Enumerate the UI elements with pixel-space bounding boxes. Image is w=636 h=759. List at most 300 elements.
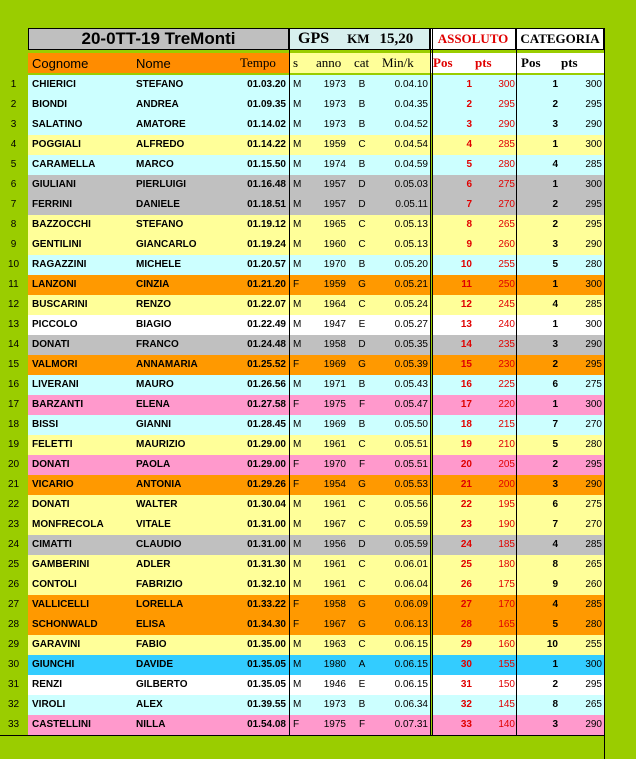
assoluto-pos-cell: 4 bbox=[466, 139, 472, 150]
categoria-pts-cell: 290 bbox=[585, 119, 602, 130]
nome-cell: FABRIZIO bbox=[136, 579, 183, 590]
categoria-pts-cell: 300 bbox=[585, 399, 602, 410]
assoluto-pts-cell: 210 bbox=[498, 439, 515, 450]
categoria-pts-cell: 295 bbox=[585, 359, 602, 370]
anno-cell: 1973 bbox=[323, 99, 346, 110]
row-number: 13 bbox=[7, 319, 20, 330]
categoria-pts-cell: 285 bbox=[585, 599, 602, 610]
category-cell: F bbox=[358, 399, 366, 410]
tempo-cell: 01.32.10 bbox=[247, 579, 286, 590]
min-per-km-cell: 0.05.27 bbox=[394, 319, 428, 330]
category-cell: G bbox=[358, 279, 366, 290]
categoria-pts-cell: 285 bbox=[585, 539, 602, 550]
categoria-pts-cell: 300 bbox=[585, 659, 602, 670]
cognome-cell: DONATI bbox=[32, 459, 70, 470]
nome-cell: AMATORE bbox=[136, 119, 186, 130]
table-row bbox=[0, 715, 604, 735]
anno-cell: 1973 bbox=[323, 699, 346, 710]
tempo-cell: 01.22.49 bbox=[247, 319, 286, 330]
assoluto-pts-cell: 280 bbox=[498, 159, 515, 170]
nome-cell: ADLER bbox=[136, 559, 171, 570]
category-cell: G bbox=[358, 479, 366, 490]
categoria-pos-cell: 2 bbox=[552, 99, 558, 110]
categoria-pos-cell: 3 bbox=[552, 339, 558, 350]
anno-cell: 1961 bbox=[323, 499, 346, 510]
sex-cell: M bbox=[293, 519, 302, 530]
categoria-pos-cell: 5 bbox=[552, 439, 558, 450]
table-row bbox=[0, 175, 604, 195]
cognome-cell: FELETTI bbox=[32, 439, 73, 450]
cognome-cell: CHIERICI bbox=[32, 79, 76, 90]
cognome-cell: PICCOLO bbox=[32, 319, 78, 330]
anno-cell: 1970 bbox=[323, 459, 346, 470]
sex-cell: M bbox=[293, 319, 302, 330]
categoria-pts-cell: 280 bbox=[585, 619, 602, 630]
category-cell: G bbox=[358, 599, 366, 610]
assoluto-pts-cell: 150 bbox=[498, 679, 515, 690]
categoria-pos-cell: 4 bbox=[552, 539, 558, 550]
col-s: s bbox=[293, 55, 299, 70]
category-cell: B bbox=[358, 379, 366, 390]
assoluto-label: ASSOLUTO bbox=[437, 31, 509, 46]
nome-cell: ELISA bbox=[136, 619, 166, 630]
assoluto-pos-cell: 17 bbox=[460, 399, 472, 410]
min-per-km-cell: 0.06.15 bbox=[394, 659, 428, 670]
anno-cell: 1961 bbox=[323, 439, 346, 450]
sex-cell: M bbox=[293, 299, 302, 310]
table-row bbox=[0, 295, 604, 315]
row-number: 6 bbox=[10, 179, 17, 190]
category-cell: B bbox=[358, 99, 366, 110]
categoria-pts-cell: 295 bbox=[585, 99, 602, 110]
min-per-km-cell: 0.04.35 bbox=[394, 99, 428, 110]
tempo-cell: 01.35.05 bbox=[247, 659, 286, 670]
assoluto-pos-cell: 12 bbox=[460, 299, 472, 310]
col-cat-pos: Pos bbox=[521, 55, 541, 70]
categoria-pos-cell: 1 bbox=[552, 79, 558, 90]
divider-assoluto bbox=[430, 28, 431, 735]
assoluto-pos-cell: 7 bbox=[466, 199, 472, 210]
min-per-km-cell: 0.07.31 bbox=[394, 719, 428, 730]
category-cell: B bbox=[358, 79, 366, 90]
category-cell: C bbox=[358, 299, 366, 310]
tempo-cell: 01.29.26 bbox=[247, 479, 286, 490]
anno-cell: 1973 bbox=[323, 79, 346, 90]
tempo-cell: 01.28.45 bbox=[247, 419, 286, 430]
anno-cell: 1980 bbox=[323, 659, 346, 670]
assoluto-pos-cell: 1 bbox=[466, 79, 472, 90]
category-cell: C bbox=[358, 219, 366, 230]
cognome-cell: DONATI bbox=[32, 339, 70, 350]
cognome-cell: CASTELLINI bbox=[32, 719, 91, 730]
table-row bbox=[0, 495, 604, 515]
assoluto-pts-cell: 200 bbox=[498, 479, 515, 490]
nome-cell: LORELLA bbox=[136, 599, 184, 610]
anno-cell: 1954 bbox=[323, 479, 346, 490]
categoria-pos-cell: 1 bbox=[552, 279, 558, 290]
categoria-pos-cell: 4 bbox=[552, 159, 558, 170]
tempo-cell: 01.31.30 bbox=[247, 559, 286, 570]
row-number: 33 bbox=[7, 719, 20, 730]
anno-cell: 1959 bbox=[323, 139, 346, 150]
divider-assoluto-2 bbox=[432, 28, 433, 735]
categoria-pos-cell: 3 bbox=[552, 119, 558, 130]
row-number: 32 bbox=[7, 699, 20, 710]
table-row bbox=[0, 255, 604, 275]
assoluto-pts-cell: 170 bbox=[498, 599, 515, 610]
row-number: 31 bbox=[7, 679, 20, 690]
anno-cell: 1959 bbox=[323, 279, 346, 290]
min-per-km-cell: 0.05.24 bbox=[394, 299, 428, 310]
assoluto-pts-cell: 275 bbox=[498, 179, 515, 190]
categoria-pts-cell: 275 bbox=[585, 379, 602, 390]
assoluto-pts-cell: 225 bbox=[498, 379, 515, 390]
assoluto-pts-cell: 295 bbox=[498, 99, 515, 110]
categoria-pos-cell: 3 bbox=[552, 479, 558, 490]
categoria-pos-cell: 2 bbox=[552, 679, 558, 690]
categoria-pts-cell: 280 bbox=[585, 439, 602, 450]
categoria-pts-cell: 295 bbox=[585, 679, 602, 690]
tempo-cell: 01.09.35 bbox=[247, 99, 286, 110]
tempo-cell: 01.31.00 bbox=[247, 539, 286, 550]
sex-cell: M bbox=[293, 239, 302, 250]
anno-cell: 1961 bbox=[323, 579, 346, 590]
cognome-cell: GIULIANI bbox=[32, 179, 76, 190]
anno-cell: 1964 bbox=[323, 299, 346, 310]
sex-cell: M bbox=[293, 639, 302, 650]
categoria-pts-cell: 295 bbox=[585, 219, 602, 230]
anno-cell: 1975 bbox=[323, 719, 346, 730]
sex-cell: M bbox=[293, 139, 302, 150]
category-cell: C bbox=[358, 639, 366, 650]
col-nome: Nome bbox=[136, 55, 171, 71]
tempo-cell: 01.16.48 bbox=[247, 179, 286, 190]
categoria-pos-cell: 1 bbox=[552, 659, 558, 670]
table-row bbox=[0, 95, 604, 115]
col-cat-pts: pts bbox=[561, 55, 578, 70]
min-per-km-cell: 0.05.59 bbox=[394, 519, 428, 530]
tempo-cell: 01.29.00 bbox=[247, 459, 286, 470]
anno-cell: 1967 bbox=[323, 619, 346, 630]
nome-cell: DAVIDE bbox=[136, 659, 174, 670]
row-number: 3 bbox=[10, 119, 17, 130]
categoria-pts-cell: 270 bbox=[585, 419, 602, 430]
tempo-cell: 01.25.52 bbox=[247, 359, 286, 370]
assoluto-pts-cell: 265 bbox=[498, 219, 515, 230]
category-cell: C bbox=[358, 239, 366, 250]
nome-cell: FRANCO bbox=[136, 339, 179, 350]
cognome-cell: VICARIO bbox=[32, 479, 74, 490]
cognome-cell: BAZZOCCHI bbox=[32, 219, 91, 230]
category-cell: C bbox=[358, 439, 366, 450]
col-tempo: Tempo bbox=[240, 55, 276, 70]
categoria-pts-cell: 275 bbox=[585, 499, 602, 510]
nome-cell: WALTER bbox=[136, 499, 178, 510]
categoria-pts-cell: 285 bbox=[585, 159, 602, 170]
table-row bbox=[0, 355, 604, 375]
assoluto-pts-cell: 175 bbox=[498, 579, 515, 590]
assoluto-pts-cell: 250 bbox=[498, 279, 515, 290]
min-per-km-cell: 0.05.03 bbox=[394, 179, 428, 190]
sex-cell: F bbox=[293, 619, 300, 630]
assoluto-pts-cell: 270 bbox=[498, 199, 515, 210]
min-per-km-cell: 0.05.13 bbox=[394, 219, 428, 230]
category-cell: G bbox=[358, 359, 366, 370]
category-cell: F bbox=[358, 459, 366, 470]
table-row bbox=[0, 535, 604, 555]
nome-cell: DANIELE bbox=[136, 199, 180, 210]
min-per-km-cell: 0.06.13 bbox=[394, 619, 428, 630]
assoluto-pos-cell: 22 bbox=[460, 499, 472, 510]
assoluto-pts-cell: 180 bbox=[498, 559, 515, 570]
table-row bbox=[0, 75, 604, 95]
divider-tempo bbox=[289, 28, 290, 735]
row-number: 24 bbox=[7, 539, 20, 550]
assoluto-pos-cell: 26 bbox=[460, 579, 472, 590]
assoluto-pos-cell: 13 bbox=[460, 319, 472, 330]
assoluto-pos-cell: 27 bbox=[460, 599, 472, 610]
nome-cell: ANDREA bbox=[136, 99, 179, 110]
table-row bbox=[0, 675, 604, 695]
table-row bbox=[0, 575, 604, 595]
table-row bbox=[0, 415, 604, 435]
sex-cell: M bbox=[293, 259, 302, 270]
anno-cell: 1961 bbox=[323, 559, 346, 570]
assoluto-pos-cell: 3 bbox=[466, 119, 472, 130]
assoluto-pts-cell: 220 bbox=[498, 399, 515, 410]
assoluto-pts-cell: 215 bbox=[498, 419, 515, 430]
assoluto-pts-cell: 155 bbox=[498, 659, 515, 670]
category-cell: D bbox=[358, 199, 366, 210]
row-number: 16 bbox=[7, 379, 20, 390]
category-cell: E bbox=[358, 319, 366, 330]
anno-cell: 1969 bbox=[323, 419, 346, 430]
row-number: 22 bbox=[7, 499, 20, 510]
sex-cell: M bbox=[293, 659, 302, 670]
row-number: 12 bbox=[7, 299, 20, 310]
cognome-cell: VALLICELLI bbox=[32, 599, 90, 610]
table-row bbox=[0, 115, 604, 135]
table-row bbox=[0, 275, 604, 295]
sex-cell: F bbox=[293, 459, 300, 470]
table-row bbox=[0, 195, 604, 215]
nome-cell: CLAUDIO bbox=[136, 539, 182, 550]
min-per-km-cell: 0.05.47 bbox=[394, 399, 428, 410]
min-per-km-cell: 0.05.50 bbox=[394, 419, 428, 430]
table-row bbox=[0, 455, 604, 475]
min-per-km-cell: 0.06.01 bbox=[394, 559, 428, 570]
col-pts: pts bbox=[475, 55, 492, 70]
row-number: 15 bbox=[7, 359, 20, 370]
table-row bbox=[0, 215, 604, 235]
tempo-cell: 01.29.00 bbox=[247, 439, 286, 450]
nome-cell: ALFREDO bbox=[136, 139, 185, 150]
cognome-cell: CIMATTI bbox=[32, 539, 72, 550]
table-row bbox=[0, 235, 604, 255]
tempo-cell: 01.54.08 bbox=[247, 719, 286, 730]
tempo-cell: 01.33.22 bbox=[247, 599, 286, 610]
categoria-pts-cell: 265 bbox=[585, 699, 602, 710]
assoluto-pts-cell: 165 bbox=[498, 619, 515, 630]
categoria-pos-cell: 1 bbox=[552, 179, 558, 190]
cognome-cell: RAGAZZINI bbox=[32, 259, 87, 270]
nome-cell: MARCO bbox=[136, 159, 174, 170]
categoria-pts-cell: 300 bbox=[585, 79, 602, 90]
assoluto-pos-cell: 2 bbox=[466, 99, 472, 110]
table-row bbox=[0, 515, 604, 535]
min-per-km-cell: 0.06.04 bbox=[394, 579, 428, 590]
assoluto-pts-cell: 185 bbox=[498, 539, 515, 550]
anno-cell: 1965 bbox=[323, 219, 346, 230]
category-cell: D bbox=[358, 539, 366, 550]
categoria-pts-cell: 290 bbox=[585, 239, 602, 250]
categoria-pos-cell: 5 bbox=[552, 619, 558, 630]
nome-cell: STEFANO bbox=[136, 79, 184, 90]
nome-cell: PAOLA bbox=[136, 459, 171, 470]
km-value: 15,20 bbox=[379, 30, 414, 47]
sex-cell: F bbox=[293, 719, 300, 730]
table-row bbox=[0, 615, 604, 635]
assoluto-pos-cell: 30 bbox=[460, 659, 472, 670]
table-row bbox=[0, 435, 604, 455]
min-per-km-cell: 0.04.10 bbox=[394, 79, 428, 90]
cognome-cell: BIONDI bbox=[32, 99, 67, 110]
anno-cell: 1967 bbox=[323, 519, 346, 530]
assoluto-pos-cell: 33 bbox=[460, 719, 472, 730]
race-title bbox=[28, 28, 289, 50]
assoluto-pts-cell: 140 bbox=[498, 719, 515, 730]
assoluto-pts-cell: 285 bbox=[498, 139, 515, 150]
categoria-pos-cell: 1 bbox=[552, 139, 558, 150]
nome-cell: RENZO bbox=[136, 299, 171, 310]
tempo-cell: 01.21.20 bbox=[247, 279, 286, 290]
column-header-mid bbox=[290, 53, 430, 73]
sex-cell: M bbox=[293, 99, 302, 110]
row-number: 26 bbox=[7, 579, 20, 590]
cognome-cell: RENZI bbox=[32, 679, 62, 690]
min-per-km-cell: 0.05.20 bbox=[394, 259, 428, 270]
col-cat: cat bbox=[354, 55, 370, 70]
assoluto-pts-cell: 290 bbox=[498, 119, 515, 130]
anno-cell: 1958 bbox=[323, 599, 346, 610]
row-number: 20 bbox=[7, 459, 20, 470]
categoria-pos-cell: 2 bbox=[552, 459, 558, 470]
cognome-cell: GIUNCHI bbox=[32, 659, 75, 670]
categoria-pos-cell: 8 bbox=[552, 559, 558, 570]
min-per-km-cell: 0.05.51 bbox=[394, 439, 428, 450]
categoria-pts-cell: 260 bbox=[585, 579, 602, 590]
assoluto-pos-cell: 11 bbox=[461, 279, 472, 290]
cognome-cell: BUSCARINI bbox=[32, 299, 88, 310]
categoria-pos-cell: 4 bbox=[552, 299, 558, 310]
sex-cell: M bbox=[293, 79, 302, 90]
category-cell: D bbox=[358, 179, 366, 190]
categoria-pts-cell: 285 bbox=[585, 299, 602, 310]
tempo-cell: 01.15.50 bbox=[247, 159, 286, 170]
row-number: 7 bbox=[10, 199, 17, 210]
categoria-pts-cell: 300 bbox=[585, 319, 602, 330]
nome-cell: ALEX bbox=[136, 699, 163, 710]
categoria-pos-cell: 10 bbox=[546, 639, 558, 650]
categoria-pos-cell: 1 bbox=[552, 319, 558, 330]
anno-cell: 1963 bbox=[323, 639, 346, 650]
nome-cell: MAURO bbox=[136, 379, 174, 390]
table-row bbox=[0, 595, 604, 615]
category-cell: B bbox=[358, 699, 366, 710]
gps-km-box bbox=[289, 28, 430, 50]
min-per-km-cell: 0.06.34 bbox=[394, 699, 428, 710]
assoluto-pos-cell: 19 bbox=[460, 439, 472, 450]
nome-cell: CINZIA bbox=[136, 279, 170, 290]
assoluto-pos-cell: 20 bbox=[460, 459, 472, 470]
min-per-km-cell: 0.04.54 bbox=[394, 139, 428, 150]
assoluto-pts-cell: 230 bbox=[498, 359, 515, 370]
categoria-pos-cell: 2 bbox=[552, 219, 558, 230]
table-row bbox=[0, 695, 604, 715]
categoria-pos-cell: 6 bbox=[552, 379, 558, 390]
assoluto-header bbox=[430, 28, 516, 50]
category-cell: C bbox=[358, 139, 366, 150]
tempo-cell: 01.20.57 bbox=[247, 259, 286, 270]
sex-cell: F bbox=[293, 479, 300, 490]
row-number: 8 bbox=[10, 219, 17, 230]
assoluto-pos-cell: 31 bbox=[460, 679, 472, 690]
assoluto-pos-cell: 14 bbox=[460, 339, 472, 350]
tempo-cell: 01.31.00 bbox=[247, 519, 286, 530]
row-number: 11 bbox=[8, 279, 19, 290]
km-label: KM bbox=[347, 31, 370, 46]
category-cell: E bbox=[358, 679, 366, 690]
tempo-cell: 01.30.04 bbox=[247, 499, 286, 510]
cognome-cell: SALATINO bbox=[32, 119, 83, 130]
assoluto-pos-cell: 29 bbox=[460, 639, 472, 650]
categoria-pos-cell: 1 bbox=[552, 399, 558, 410]
tempo-cell: 01.03.20 bbox=[247, 79, 286, 90]
assoluto-pts-cell: 260 bbox=[498, 239, 515, 250]
min-per-km-cell: 0.05.13 bbox=[394, 239, 428, 250]
column-header-assoluto bbox=[431, 53, 516, 73]
tempo-cell: 01.35.00 bbox=[247, 639, 286, 650]
row-number: 4 bbox=[10, 139, 17, 150]
assoluto-pos-cell: 24 bbox=[460, 539, 472, 550]
sex-cell: M bbox=[293, 339, 302, 350]
category-cell: B bbox=[358, 419, 366, 430]
assoluto-pts-cell: 195 bbox=[498, 499, 515, 510]
cognome-cell: LANZONI bbox=[32, 279, 77, 290]
categoria-pos-cell: 2 bbox=[552, 199, 558, 210]
row-number: 25 bbox=[7, 559, 20, 570]
tempo-cell: 01.35.05 bbox=[247, 679, 286, 690]
table-row bbox=[0, 635, 604, 655]
assoluto-pos-cell: 18 bbox=[460, 419, 472, 430]
assoluto-pos-cell: 8 bbox=[466, 219, 472, 230]
nome-cell: VITALE bbox=[136, 519, 171, 530]
min-per-km-cell: 0.06.15 bbox=[394, 679, 428, 690]
nome-cell: ANTONIA bbox=[136, 479, 182, 490]
tempo-cell: 01.18.51 bbox=[247, 199, 286, 210]
categoria-pos-cell: 2 bbox=[552, 359, 558, 370]
nome-cell: ANNAMARIA bbox=[136, 359, 198, 370]
row-number: 19 bbox=[7, 439, 20, 450]
assoluto-pos-cell: 6 bbox=[466, 179, 472, 190]
col-cognome: Cognome bbox=[32, 55, 89, 71]
nome-cell: GIANCARLO bbox=[136, 239, 197, 250]
categoria-label: CATEGORIA bbox=[520, 31, 600, 46]
sex-cell: M bbox=[293, 439, 302, 450]
categoria-pts-cell: 300 bbox=[585, 179, 602, 190]
category-cell: C bbox=[358, 499, 366, 510]
sex-cell: M bbox=[293, 539, 302, 550]
